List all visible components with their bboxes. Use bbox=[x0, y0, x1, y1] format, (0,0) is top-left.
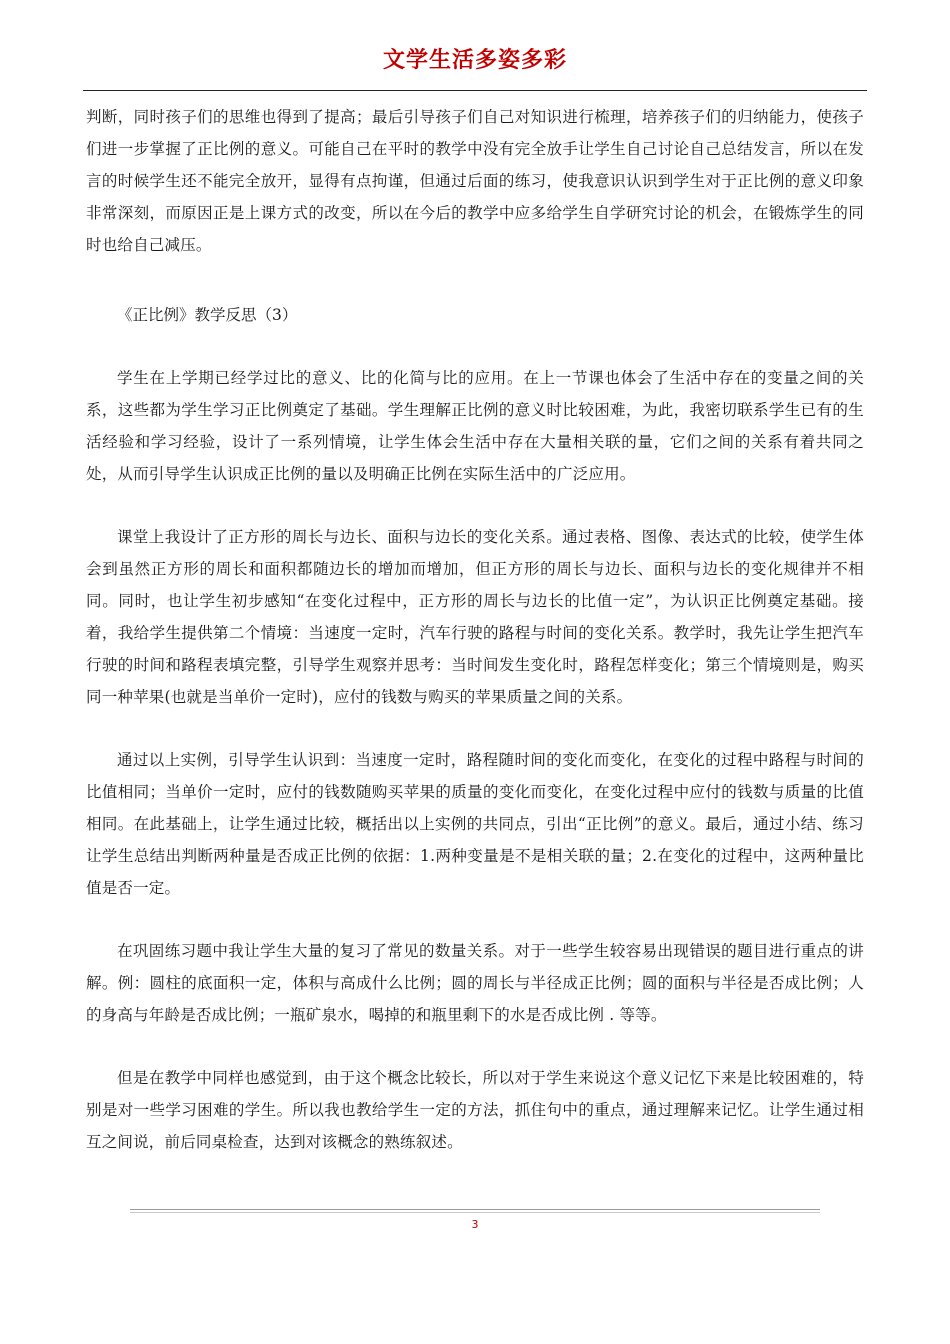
body-paragraph-2: 课堂上我设计了正方形的周长与边长、面积与边长的变化关系。通过表格、图像、表达式的比较，使学生体会到虽然正方形的周长和面积都随边长的增加而增加，但正方形的周长与边长、面积与边长的变化规律并不相同。同时，也让学生初步感知“在变化过程中，正方形的周长与边长的比值一定”，为认识正比例奠定基础。接着，我给学生提供第二个情境：当速度一定时，汽车行驶的路程与时间的变化关系。教学时，我先让学生把汽车行驶的时间和路程表填完整，引导学生观察并思考：当时间发生变化时，路程怎样变化；第三个情境则是，购买同一种苹果(也就是当单价一定时)，应付的钱数与购买的苹果质量之间的关系。 bbox=[86, 528, 864, 706]
footer-divider bbox=[130, 1209, 820, 1210]
body-paragraph-4: 在巩固练习题中我让学生大量的复习了常见的数量关系。对于一些学生较容易出现错误的题目进行重点的讲解。例：圆柱的底面积一定，体积与高成什么比例；圆的周长与半径成正比例；圆的面积与半径是否成比例；人的身高与年龄是否成比例；一瓶矿泉水，喝掉的和瓶里剩下的水是否成比例 . 等等。 bbox=[86, 942, 864, 1024]
body-paragraph-3: 通过以上实例，引导学生认识到：当速度一定时，路程随时间的变化而变化，在变化的过程中路程与时间的比值相同；当单价一定时，应付的钱数随购买苹果的质量的变化而变化，在变化过程中应付的钱数与质量的比值相同。在此基础上，让学生通过比较，概括出以上实例的共同点，引出“正比例”的意义。最后，通过小结、练习让学生总结出判断两种量是否成正比例的依据：1.两种变量是不是相关联的量；2.在变化的过程中，这两种量比值是否一定。 bbox=[86, 751, 864, 897]
page-header-title: 文学生活多姿多彩 bbox=[382, 48, 567, 73]
footer-divider-shadow bbox=[130, 1212, 820, 1213]
page-number: 3 bbox=[471, 1218, 479, 1231]
header-divider bbox=[83, 90, 867, 91]
continuation-paragraph: 判断，同时孩子们的思维也得到了提高；最后引导孩子们自己对知识进行梳理，培养孩子们的归纳能力，使孩子们进一步掌握了正比例的意义。可能自己在平时的教学中没有完全放手让学生自己讨论自己总结发言，所以在发言的时候学生还不能完全放开，显得有点拘谨，但通过后面的练习，使我意识认识到学生对于正比例的意义印象非常深刻，而原因正是上课方式的改变，所以在今后的教学中应多给学生自学研究讨论的机会，在锻炼学生的同时也给自己减压。 bbox=[86, 108, 864, 254]
document-body bbox=[86, 101, 864, 1158]
body-paragraph-5: 但是在教学中同样也感觉到，由于这个概念比较长，所以对于学生来说这个意义记忆下来是比较困难的，特别是对一些学习困难的学生。所以我也教给学生一定的方法，抓住句中的重点，通过理解来记忆。让学生通过相互之间说，前后同桌检查，达到对该概念的熟练叙述。 bbox=[86, 1069, 864, 1151]
section-title: 《正比例》教学反思（3） bbox=[117, 306, 298, 324]
body-paragraph-1: 学生在上学期已经学过比的意义、比的化简与比的应用。在上一节课也体会了生活中存在的变量之间的关系，这些都为学生学习正比例奠定了基础。学生理解正比例的意义时比较困难，为此，我密切联系学生已有的生活经验和学习经验，设计了一系列情境，让学生体会生活中存在大量相关联的量，它们之间的关系有着共同之处，从而引导学生认识成正比例的量以及明确正比例在实际生活中的广泛应用。 bbox=[86, 369, 864, 483]
